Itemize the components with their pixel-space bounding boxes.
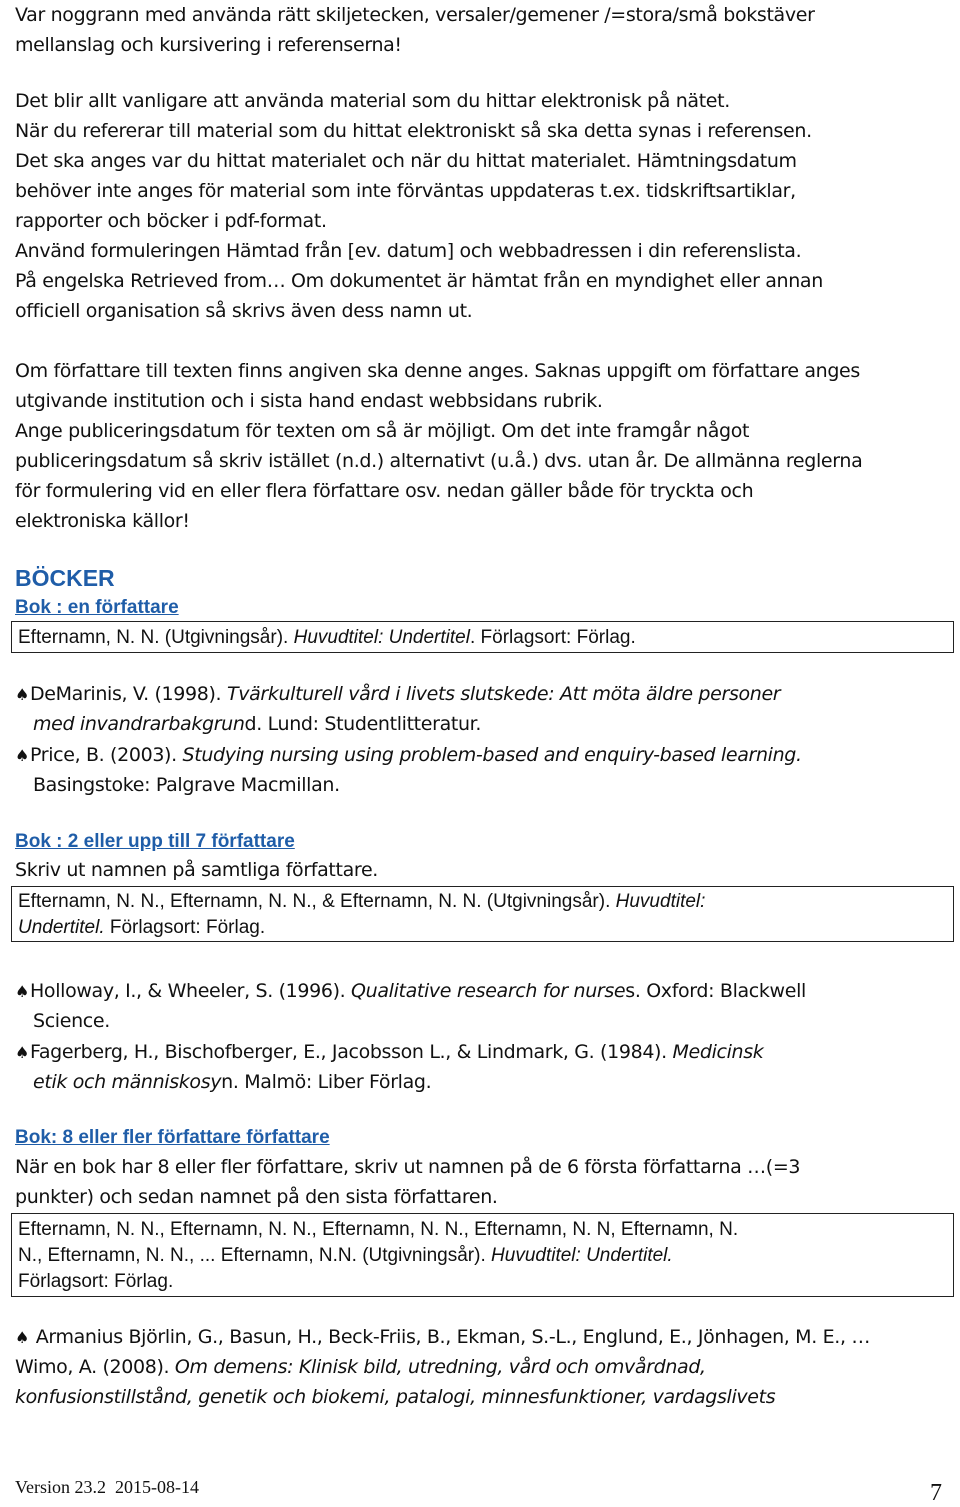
template-text: Efternamn, N. N., Efternamn, N. N., Efternamn, N. N., Efternamn, N. N, Efternamn, N. (18, 1219, 739, 1240)
intro-line: för formulering vid en eller flera författare osv. nedan gäller både för tryckta och (15, 480, 754, 502)
template-text: Efternamn, N. N. (Utgivningsår). (18, 627, 294, 648)
example-reference-cont (33, 709, 481, 739)
spade-bullet-icon: ♠ (15, 746, 29, 765)
ref-title: med invandrarbakgrun (33, 713, 245, 735)
template-text: Efternamn, N. N., Efternamn, N. N., & Efternamn, N. N. (Utgivningsår). (18, 891, 616, 912)
example-reference-cont (33, 1067, 431, 1097)
example-reference (15, 976, 806, 1006)
ref-title: Qualitative research for nurse (351, 980, 626, 1002)
spade-bullet-icon: ♠ (15, 1328, 29, 1347)
example-reference-cont (15, 1352, 706, 1382)
intro-line: När du refererar till material som du hittat elektroniskt så ska detta synas i referensen. (15, 120, 812, 142)
example-reference-cont: Basingstoke: Palgrave Macmillan. (33, 774, 340, 796)
intro-line: Var noggrann med använda rätt skiljetecken, versaler/gemener /=stora/små bokstäver (15, 4, 815, 26)
template-box-one-author (11, 621, 954, 653)
spade-bullet-icon: ♠ (15, 1043, 29, 1062)
template-title: Undertitel. (18, 917, 105, 938)
version-footer: Version 23.2 2015-08-14 (15, 1477, 199, 1497)
ref-authors: Fagerberg, H., Bischofberger, E., Jacobsson L., & Lindmark, G. (1984). (30, 1041, 673, 1063)
instruction-text: När en bok har 8 eller fler författare, skriv ut namnen på de 6 första författarna …(=3 (15, 1156, 801, 1178)
ref-authors: DeMarinis, V. (1998). (30, 683, 227, 705)
intro-line: utgivande institution och i sista hand endast webbsidans rubrik. (15, 390, 603, 412)
template-text: Förlagsort: Förlag. (104, 917, 266, 938)
intro-line: elektroniska källor! (15, 510, 190, 532)
instruction-text: Skriv ut namnen på samtliga författare. (15, 859, 378, 881)
instruction-text: punkter) och sedan namnet på den sista författaren. (15, 1186, 498, 1208)
example-reference-cont: konfusionstillstånd, genetik och biokemi, patalogi, minnesfunktioner, vardagslivets (15, 1386, 776, 1408)
ref-publisher: n. Malmö: Liber Förlag. (221, 1071, 432, 1093)
intro-line: Det ska anges var du hittat materialet och när du hittat materialet. Hämtningsdatum (15, 150, 797, 172)
intro-line: Ange publiceringsdatum för texten om så är möjligt. Om det inte framgår något (15, 420, 750, 442)
example-reference (15, 740, 802, 770)
spade-bullet-icon: ♠ (15, 982, 29, 1001)
heading-eight-plus: Bok: 8 eller fler författare författare (15, 1127, 330, 1148)
heading-one-author: Bok : en författare (15, 597, 179, 618)
ref-authors: Holloway, I., & Wheeler, S. (1996). (30, 980, 352, 1002)
template-text: Förlagsort: Förlag. (18, 1271, 174, 1292)
template-title: Huvudtitel: (615, 891, 706, 912)
intro-line: På engelska Retrieved from… Om dokumentet är hämtat från en myndighet eller annan (15, 270, 823, 292)
intro-line: officiell organisation så skrivs även dess namn ut. (15, 300, 473, 322)
intro-line: behöver inte anges för material som inte förväntas uppdateras t.ex. tidskriftsartiklar, (15, 180, 796, 202)
example-reference-cont: Science. (33, 1010, 110, 1032)
intro-line: Använd formuleringen Hämtad från [ev. datum] och webbadressen i din referenslista. (15, 240, 802, 262)
intro-line: publiceringsdatum så skriv istället (n.d.) alternativt (u.å.) dvs. utan år. De allmänna reglerna (15, 450, 863, 472)
example-reference (15, 1322, 870, 1352)
ref-authors: Armanius Björlin, G., Basun, H., Beck-Friis, B., Ekman, S.-L., Englund, E., Jönhagen, M. E., … (30, 1326, 870, 1348)
intro-line: mellanslag och kursivering i referenserna! (15, 34, 402, 56)
ref-publisher: s. Oxford: Blackwell (625, 980, 806, 1002)
spade-bullet-icon: ♠ (15, 685, 29, 704)
template-text: . Förlagsort: Förlag. (469, 627, 636, 648)
intro-line: Det blir allt vanligare att använda material som du hittar elektronisk på nätet. (15, 90, 730, 112)
ref-title: Tvärkulturell vård i livets slutskede: Att möta äldre personer (226, 683, 781, 705)
ref-authors: Wimo, A. (2008). (15, 1356, 175, 1378)
example-reference (15, 1037, 763, 1067)
ref-publisher: d. Lund: Studentlitteratur. (244, 713, 482, 735)
template-box-eight-plus (11, 1213, 954, 1297)
template-title: Huvudtitel: Undertitel (293, 627, 470, 648)
ref-title: Om demens: Klinisk bild, utredning, vård och omvårdnad, (174, 1356, 706, 1378)
template-box-two-to-seven (11, 886, 954, 942)
page-number: 7 (930, 1480, 942, 1506)
ref-title: Studying nursing using problem-based and enquiry-based learning. (182, 744, 802, 766)
section-title: BÖCKER (15, 565, 115, 591)
ref-title: Medicinsk (672, 1041, 764, 1063)
example-reference (15, 679, 780, 709)
intro-line: rapporter och böcker i pdf-format. (15, 210, 327, 232)
intro-line: Om författare till texten finns angiven ska denne anges. Saknas uppgift om författare anges (15, 360, 860, 382)
ref-title: etik och människosy (33, 1071, 222, 1093)
template-text: N., Efternamn, N. N., ... Efternamn, N.N. (Utgivningsår). (18, 1245, 492, 1266)
heading-two-to-seven: Bok : 2 eller upp till 7 författare (15, 831, 295, 852)
template-title: Huvudtitel: Undertitel. (491, 1245, 673, 1266)
ref-authors: Price, B. (2003). (30, 744, 183, 766)
